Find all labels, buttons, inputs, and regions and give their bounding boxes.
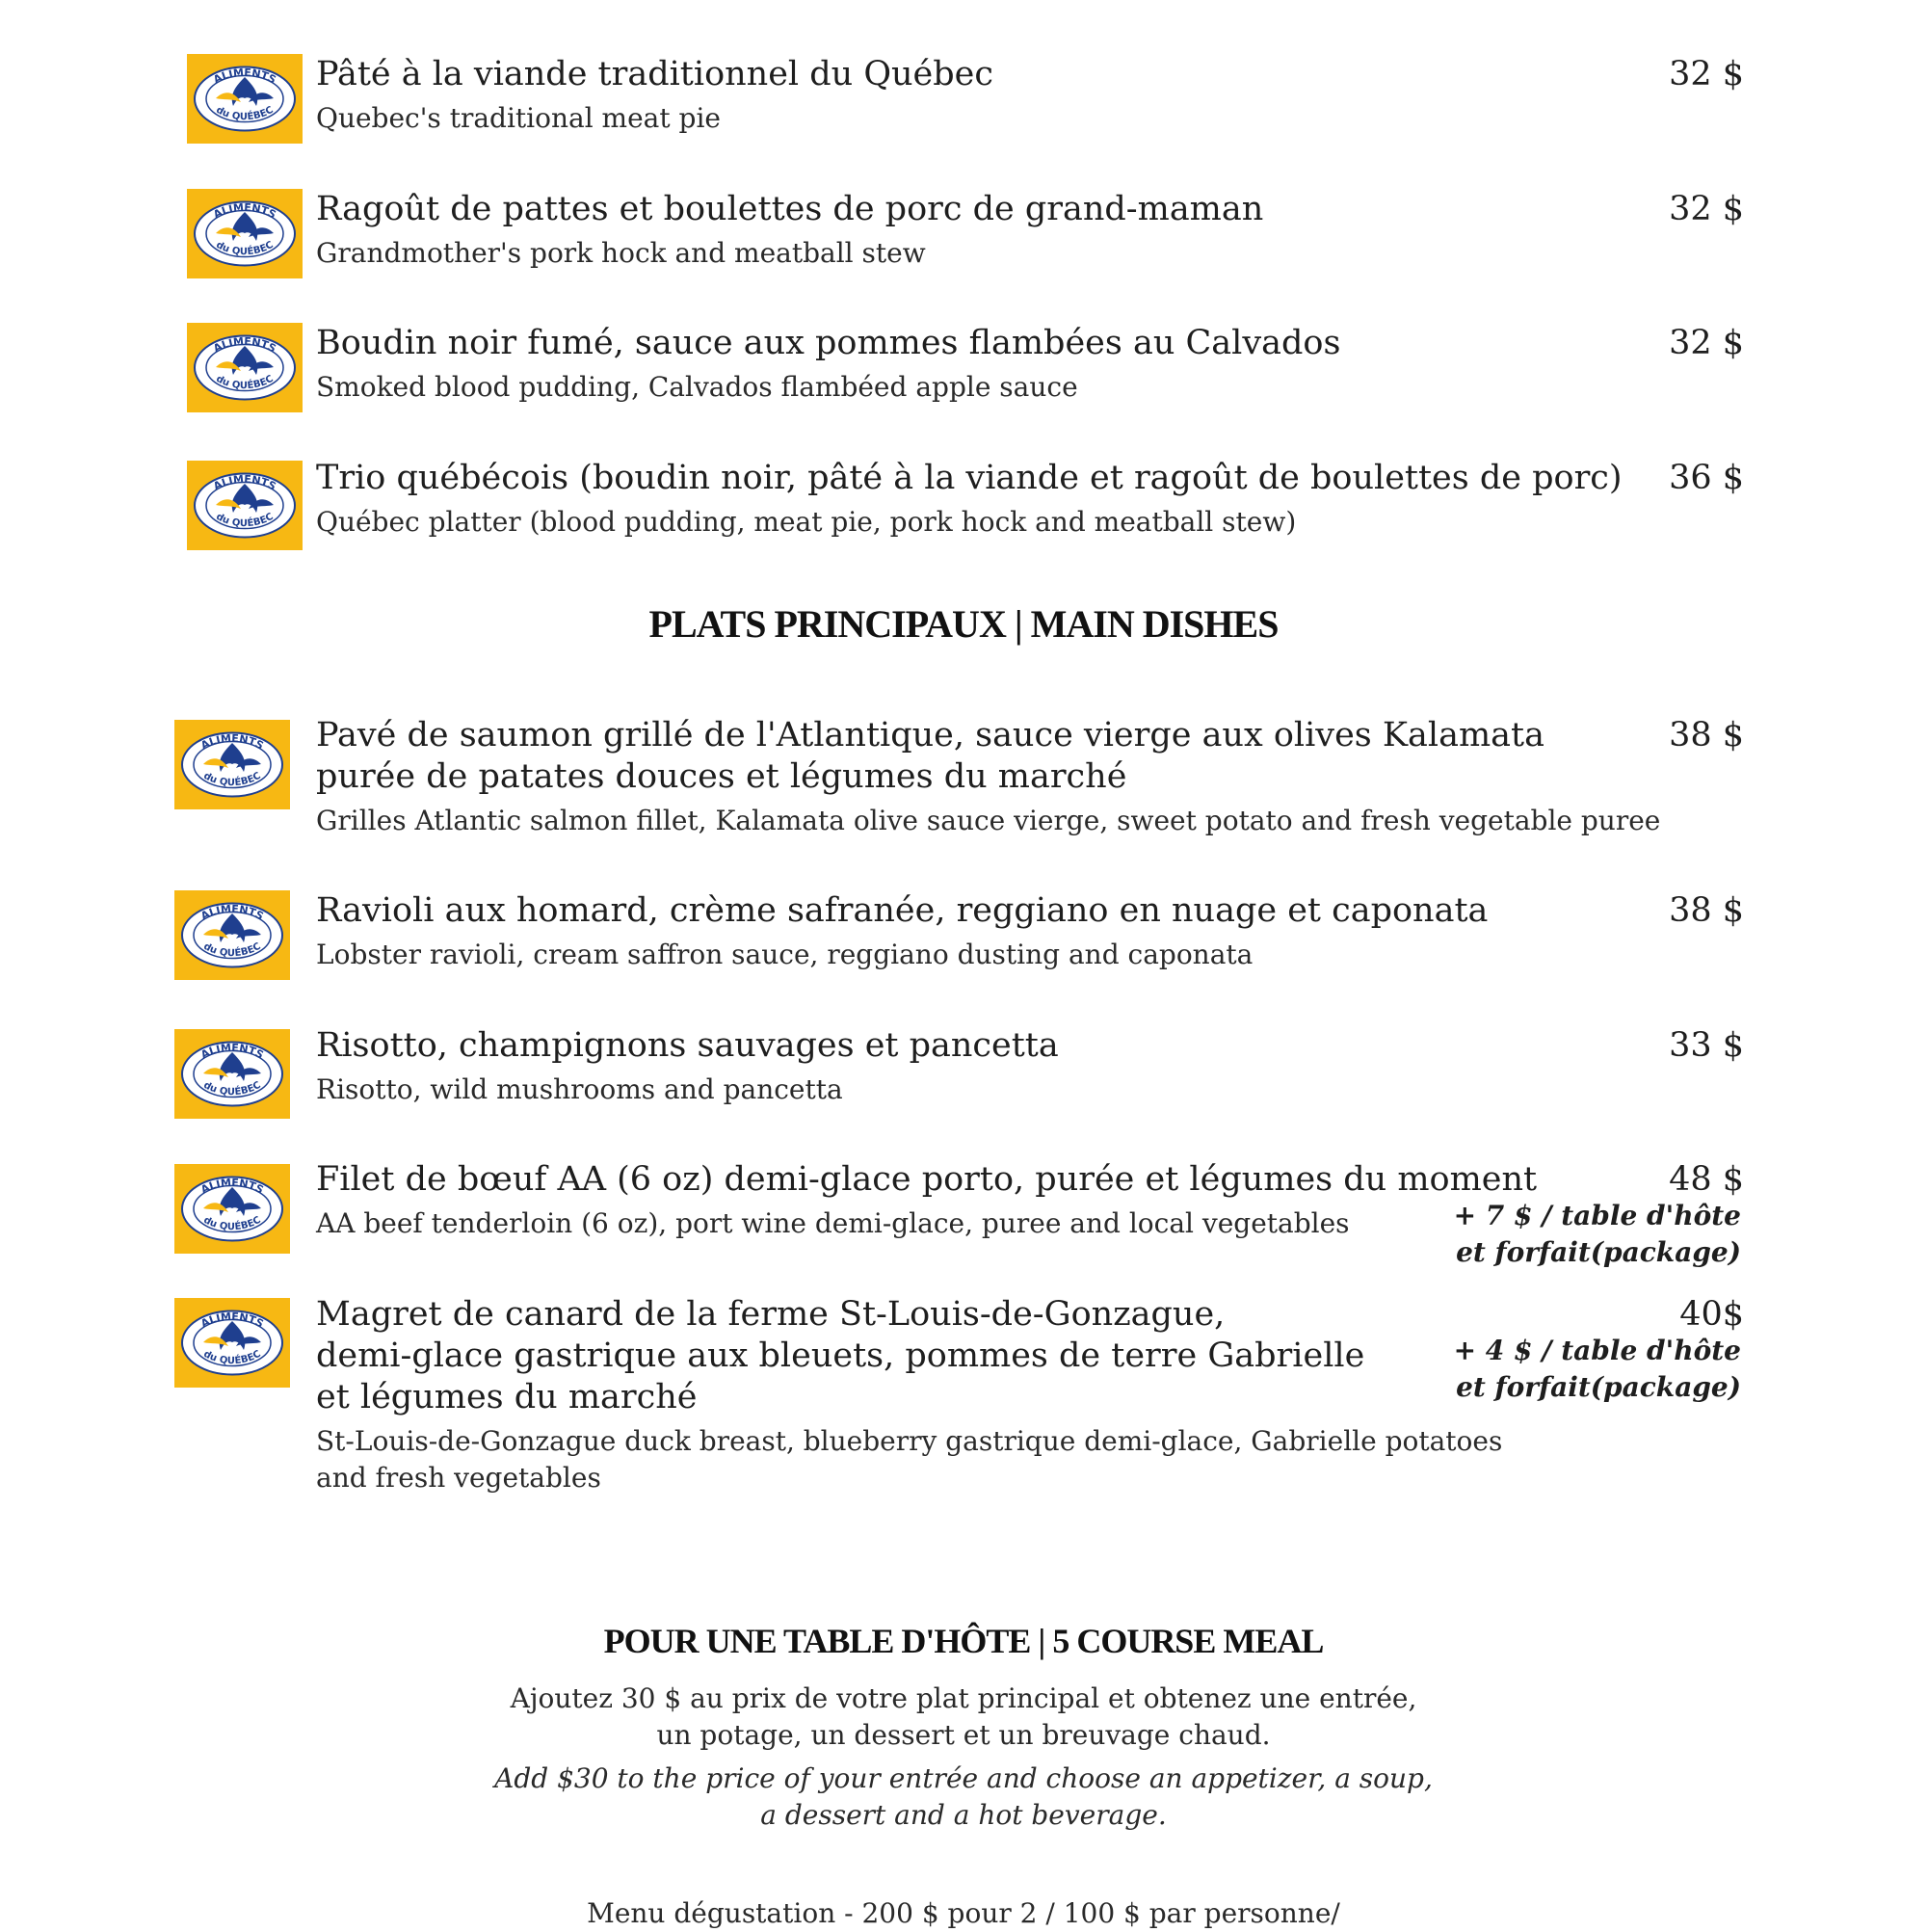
svg-text:ALIMENTS: ALIMENTS: [198, 731, 266, 753]
svg-text:ALIMENTS: ALIMENTS: [198, 1310, 266, 1331]
table-hote-supplement: + 7 $ / table d'hôte: [1453, 1200, 1741, 1231]
item-price: 36 $: [1669, 459, 1744, 497]
svg-text:ALIMENTS: ALIMENTS: [211, 472, 278, 493]
item-name-fr: et légumes du marché: [316, 1378, 698, 1416]
aliments-du-quebec-icon: [187, 323, 303, 412]
svg-text:du QUÉBEC: du QUÉBEC: [214, 104, 276, 123]
table-hote-description-en: Add $30 to the price of your entrée and choose an appetizer, a soup,: [494, 1762, 1433, 1794]
aliments-du-quebec-icon: [187, 461, 303, 550]
item-name-en: Grilles Atlantic salmon fillet, Kalamata olive sauce vierge, sweet potato and fresh vegetable puree: [316, 805, 1661, 836]
item-name-fr: Filet de bœuf AA (6 oz) demi-glace porto, purée et légumes du moment: [316, 1160, 1538, 1199]
table-hote-supplement: et forfait(package): [1456, 1236, 1741, 1268]
item-price: 32 $: [1669, 324, 1744, 362]
item-name-fr: Boudin noir fumé, sauce aux pommes flambées au Calvados: [316, 324, 1341, 362]
table-hote-supplement: + 4 $ / table d'hôte: [1453, 1335, 1741, 1366]
table-hote-supplement: et forfait(package): [1456, 1371, 1741, 1403]
item-price: 40$: [1679, 1295, 1744, 1334]
svg-text:ALIMENTS: ALIMENTS: [198, 902, 266, 923]
svg-text:du QUÉBEC: du QUÉBEC: [201, 940, 263, 960]
tasting-menu-text: Menu dégustation - 200 $ pour 2 / 100 $ par personne/: [587, 1897, 1340, 1929]
item-price: 32 $: [1669, 190, 1744, 228]
item-price: 33 $: [1669, 1026, 1744, 1065]
item-price: 38 $: [1669, 891, 1744, 930]
item-name-fr: Pavé de saumon grillé de l'Atlantique, sauce vierge aux olives Kalamata: [316, 716, 1544, 754]
item-name-en: AA beef tenderloin (6 oz), port wine demi-glace, puree and local vegetables: [316, 1207, 1350, 1239]
item-name-en: Quebec's traditional meat pie: [316, 102, 721, 134]
svg-text:ALIMENTS: ALIMENTS: [211, 334, 278, 356]
item-name-fr: Trio québécois (boudin noir, pâté à la viande et ragoût de boulettes de porc): [316, 459, 1623, 497]
aliments-du-quebec-icon: [174, 1164, 290, 1254]
svg-text:du QUÉBEC: du QUÉBEC: [214, 373, 276, 392]
aliments-du-quebec-icon: [174, 1298, 290, 1388]
svg-text:ALIMENTS: ALIMENTS: [198, 1176, 266, 1197]
svg-text:du QUÉBEC: du QUÉBEC: [201, 1214, 263, 1233]
aliments-du-quebec-icon: [187, 189, 303, 278]
item-name-en: Grandmother's pork hock and meatball stew: [316, 237, 926, 269]
item-name-fr: Magret de canard de la ferme St-Louis-de-Gonzague,: [316, 1295, 1226, 1334]
aliments-du-quebec-icon: [174, 1029, 290, 1119]
svg-text:du QUÉBEC: du QUÉBEC: [201, 1079, 263, 1098]
svg-text:du QUÉBEC: du QUÉBEC: [214, 239, 276, 258]
item-name-en: and fresh vegetables: [316, 1462, 601, 1494]
section-heading-main-dishes: PLATS PRINCIPAUX | MAIN DISHES: [648, 602, 1279, 646]
item-name-fr: Risotto, champignons sauvages et pancetta: [316, 1026, 1059, 1065]
item-name-fr: Pâté à la viande traditionnel du Québec: [316, 55, 993, 93]
item-name-fr: demi-glace gastrique aux bleuets, pommes de terre Gabrielle: [316, 1337, 1365, 1375]
svg-text:ALIMENTS: ALIMENTS: [198, 1041, 266, 1062]
item-name-fr: Ravioli aux homard, crème safranée, reggiano en nuage et caponata: [316, 891, 1489, 930]
section-heading-table-hote: POUR UNE TABLE D'HÔTE | 5 COURSE MEAL: [603, 1622, 1324, 1660]
item-name-en: St-Louis-de-Gonzague duck breast, blueberry gastrique demi-glace, Gabrielle potatoes: [316, 1425, 1503, 1457]
item-name-fr: purée de patates douces et légumes du marché: [316, 757, 1127, 796]
aliments-du-quebec-icon: [174, 720, 290, 809]
svg-text:ALIMENTS: ALIMENTS: [211, 66, 278, 87]
item-name-en: Smoked blood pudding, Calvados flambéed apple sauce: [316, 371, 1078, 403]
table-hote-description-fr: un potage, un dessert et un breuvage chaud.: [656, 1719, 1271, 1751]
item-price: 38 $: [1669, 716, 1744, 754]
item-name-en: Risotto, wild mushrooms and pancetta: [316, 1073, 843, 1105]
item-name-en: Québec platter (blood pudding, meat pie, pork hock and meatball stew): [316, 506, 1297, 538]
aliments-du-quebec-icon: [187, 54, 303, 144]
item-price: 32 $: [1669, 55, 1744, 93]
table-hote-description-fr: Ajoutez 30 $ au prix de votre plat principal et obtenez une entrée,: [510, 1682, 1417, 1714]
item-name-en: Lobster ravioli, cream saffron sauce, reggiano dusting and caponata: [316, 939, 1254, 970]
item-price: 48 $: [1669, 1160, 1744, 1199]
svg-text:du QUÉBEC: du QUÉBEC: [214, 511, 276, 530]
table-hote-description-en: a dessert and a hot beverage.: [760, 1799, 1167, 1831]
svg-text:du QUÉBEC: du QUÉBEC: [201, 1348, 263, 1367]
aliments-du-quebec-icon: [174, 890, 290, 980]
svg-text:du QUÉBEC: du QUÉBEC: [201, 770, 263, 789]
item-name-fr: Ragoût de pattes et boulettes de porc de grand-maman: [316, 190, 1264, 228]
svg-text:ALIMENTS: ALIMENTS: [211, 200, 278, 222]
